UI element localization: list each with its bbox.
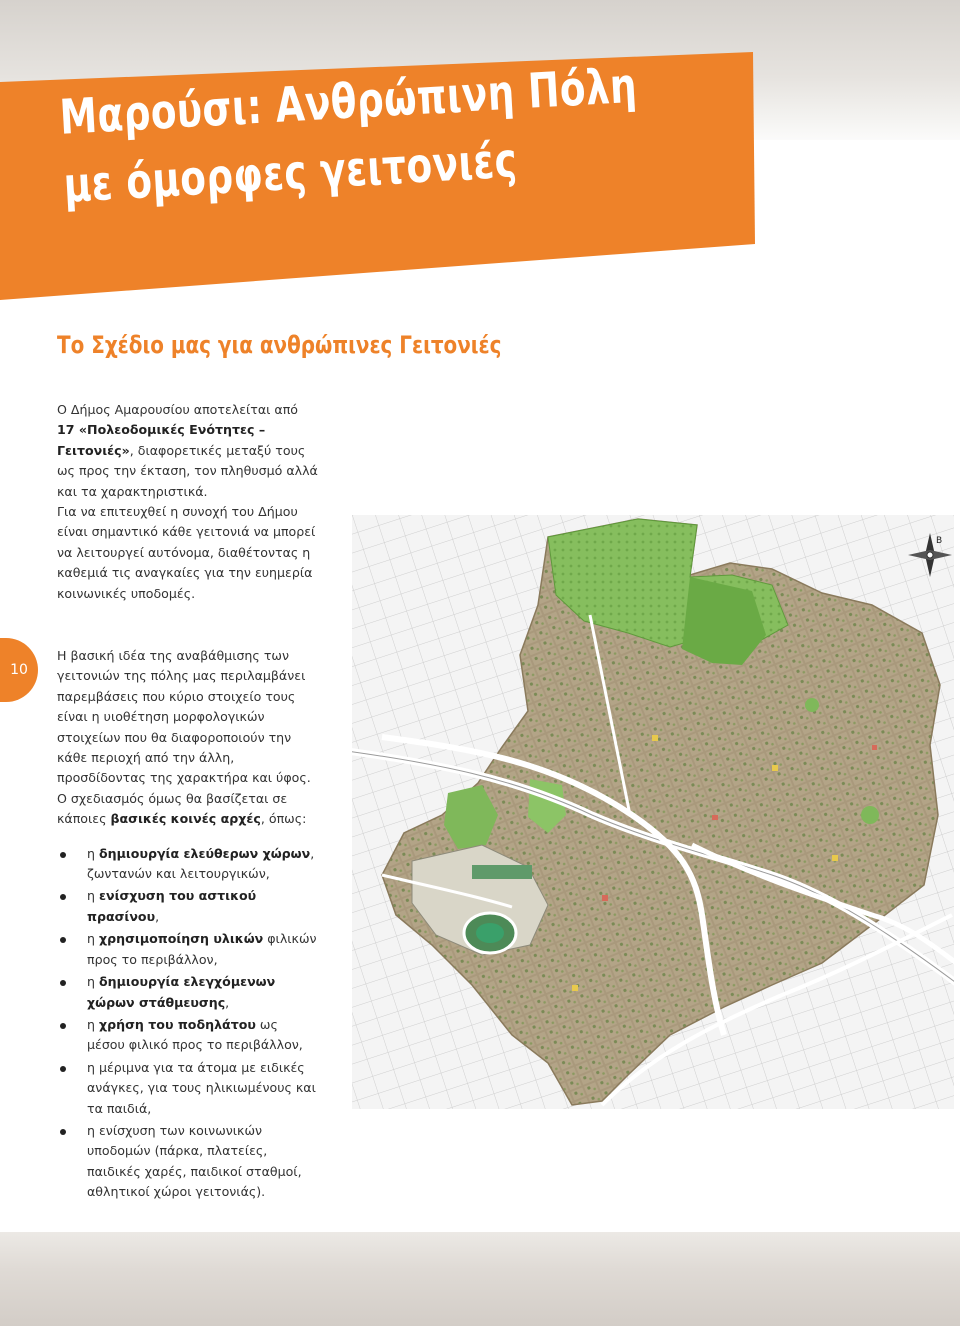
list-item-text: η: [87, 974, 99, 990]
bullet-icon: [60, 1129, 66, 1135]
main-paragraph: [57, 646, 319, 830]
amenity-marker: [602, 895, 608, 901]
page-title-line-1: Μαρούσι: Ανθρώπινη Πόλη: [58, 57, 639, 146]
intro-paragraph-1: [57, 400, 319, 502]
green-spot: [861, 806, 879, 824]
bullet-icon: [60, 1023, 66, 1029]
amenity-marker: [872, 745, 877, 750]
intro-bold-run: 17 «Πολεοδομικές Ενότητες – Γειτονιές»: [57, 422, 266, 458]
list-item-bold: δημιουργία ελεγχόμενων χώρων στάθμευσης: [87, 974, 276, 1010]
main-bold-run: βασικές κοινές αρχές: [110, 811, 261, 827]
list-item-text: η μέριμνα για τα άτομα με ειδικές ανάγκες, για τους ηλικιωμένους και τα παιδιά,: [87, 1059, 316, 1116]
list-item: [57, 844, 319, 885]
page-number: 10: [10, 662, 28, 678]
green-spot: [805, 698, 819, 712]
list-item-text: η ενίσχυση των κοινωνικών υποδομών (πάρκα, πλατείες, παιδικές χαρές, παιδικοί σταθμοί, αθλητικοί χώροι γειτονιάς).: [87, 1122, 302, 1200]
bullet-icon: [60, 980, 66, 986]
amenity-marker: [572, 985, 578, 991]
amenity-marker: [772, 765, 778, 771]
neighbourhood-map: [352, 515, 954, 1109]
list-item: [57, 1121, 319, 1203]
list-item-text: η: [87, 931, 99, 947]
list-item-text: φιλικών προς το περιβάλλον,: [87, 931, 317, 967]
list-item-bold: δημιουργία ελεύθερων χώρων: [99, 845, 311, 861]
intro-text: [57, 400, 319, 604]
map-graphic: [352, 515, 954, 1109]
bullet-icon: [60, 852, 66, 858]
bullet-icon: [60, 894, 66, 900]
list-item-bold: χρησιμοποίηση υλικών: [99, 931, 264, 947]
amenity-marker: [652, 735, 658, 741]
list-item: [57, 1058, 319, 1119]
section-subtitle: Το Σχέδιο μας για ανθρώπινες Γειτονιές: [57, 331, 502, 359]
amenity-marker: [832, 855, 838, 861]
bullet-icon: [60, 1066, 66, 1072]
list-item: [57, 972, 319, 1013]
list-item-bold: χρήση του ποδηλάτου: [99, 1016, 256, 1032]
stadium-field: [476, 923, 504, 943]
main-text-run: , όπως:: [260, 811, 307, 827]
sports-courts: [472, 865, 532, 879]
intro-text-run: , διαφορετικές μεταξύ τους ως προς την έκταση, τον πληθυσμό αλλά και τα χαρακτηριστικά.: [57, 442, 318, 499]
list-item-text: , ζωντανών και λειτουργικών,: [87, 845, 315, 882]
page-number-tab: [0, 638, 38, 702]
compass-label: Β: [936, 536, 943, 546]
list-item-text: η: [87, 888, 99, 904]
list-item-text: η: [87, 1016, 99, 1032]
list-item-text: ,: [225, 994, 230, 1010]
paper-texture-bottom: [0, 1232, 960, 1326]
list-item: [57, 886, 319, 927]
intro-paragraph-2: Για να επιτευχθεί η συνοχή του Δήμου είναι σημαντικό κάθε γειτονιά να μπορεί να λειτουργεί αυτόνομα, διαθέτοντας η καθεμιά τις αναγκαίες για την ευημερία κοινωνικές υποδομές.: [57, 504, 316, 601]
list-item: [57, 929, 319, 970]
principles-list: [57, 844, 319, 1203]
amenity-marker: [712, 815, 718, 820]
list-item-text: η: [87, 845, 99, 861]
main-text: [57, 646, 319, 1205]
list-item-text: ,: [155, 908, 160, 924]
list-item: [57, 1015, 319, 1056]
list-item-text: ως μέσου φιλικό προς το περιβάλλον,: [87, 1016, 303, 1053]
list-item-bold: ενίσχυση του αστικού πρασίνου: [87, 888, 257, 924]
intro-text-run: Ο Δήμος Αμαρουσίου αποτελείται από: [57, 402, 299, 417]
page-title-line-2: με όμορφες γειτονιές: [62, 132, 519, 214]
bullet-icon: [60, 937, 66, 943]
main-text-run: Η βασική ιδέα της αναβάθμισης των γειτονιών της πόλης μας περιλαμβάνει παρεμβάσεις που κύριο στοιχείο τους είναι η υιοθέτηση μορφολογικών στοιχείων που θα διαφοροποιούν την κάθε περιοχή από την άλλη, προσδίδοντας της χαρακτήρα και ύφος. Ο σχεδιασμός όμως θα βασίζεται σε κάποιες: [57, 648, 311, 827]
